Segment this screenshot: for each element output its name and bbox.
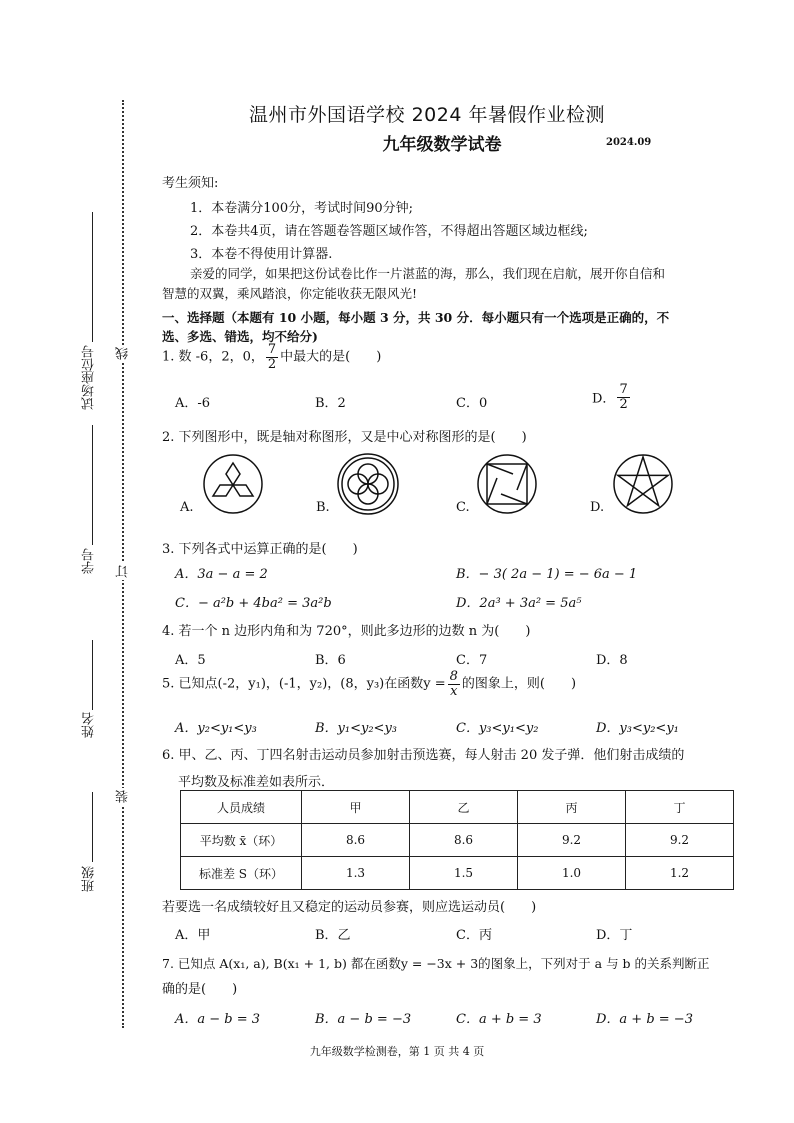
student-id-label: 学号 xyxy=(82,548,97,574)
class-label: 班级 xyxy=(82,866,97,892)
q5-fraction-numerator: 8 xyxy=(449,669,458,684)
seat-number-label: 试场座位号 xyxy=(82,345,97,410)
q7-option-c[interactable]: C．a + b = 3 xyxy=(456,1012,542,1027)
table-row-label: 平均数 x̄（环） xyxy=(181,824,302,857)
figure-d-circle xyxy=(614,455,672,513)
table-cell: 1.2 xyxy=(626,857,734,890)
q4-option-d[interactable]: D．8 xyxy=(596,653,628,668)
question-6-stem: 平均数及标准差如表所示． xyxy=(178,775,335,790)
table-cell: 9.2 xyxy=(518,824,626,857)
q5-fraction-denominator: x xyxy=(450,683,458,699)
q7-option-d[interactable]: D．a + b = −3 xyxy=(596,1012,693,1027)
q5-stem-text: 5. 已知点(-2，y₁)，(-1，y₂)，(8，y₃)在函数y = xyxy=(162,676,446,692)
figure-a-top-rhombus xyxy=(226,463,240,485)
q5-option-c[interactable]: C．y₃<y₁<y₂ xyxy=(456,721,539,736)
q5-stem-text: 的图象上，则( ) xyxy=(461,676,577,692)
q6-option-b[interactable]: B．乙 xyxy=(315,928,351,943)
q1-option-d-fraction xyxy=(617,383,629,411)
name-blank[interactable] xyxy=(92,640,93,710)
table-header-row xyxy=(181,791,734,824)
section-heading: 一、选择题（本题有 10 小题，每小题 3 分，共 30 分．每小题只有一个选项是正确的，不 xyxy=(162,310,670,325)
table-cell: 1.5 xyxy=(410,857,518,890)
q2-option-d[interactable]: D. xyxy=(590,500,605,515)
figure-d-star xyxy=(618,457,668,506)
table-row-label: 标准差 S（环） xyxy=(181,857,302,890)
table-cell: 9.2 xyxy=(626,824,734,857)
page-title: 温州市外国语学校 2024 年暑假作业检测 xyxy=(249,104,605,126)
q6-option-d[interactable]: D．丁 xyxy=(596,928,633,943)
table-header-cell: 乙 xyxy=(410,791,518,824)
notice-item: 2．本卷共4页，请在答题卷答题区域作答，不得超出答题区域边框线; xyxy=(190,224,588,239)
question-6-stem: 若要选一名成绩较好且又稳定的运动员参赛，则应选运动员( ) xyxy=(162,900,537,915)
binding-mark-pack: 装 xyxy=(116,790,131,803)
table-cell: 1.0 xyxy=(518,857,626,890)
table-header-cell: 丁 xyxy=(626,791,734,824)
question-3-stem: 3. 下列各式中运算正确的是( ) xyxy=(162,542,358,557)
question-6-stem: 6. 甲、乙、丙、丁四名射击运动员参加射击预选赛，每人射击 20 发子弹．他们射击成绩的 xyxy=(162,748,685,763)
table-row xyxy=(181,824,734,857)
q7-option-b[interactable]: B．a − b = −3 xyxy=(315,1012,412,1027)
seat-number-blank[interactable] xyxy=(92,212,93,342)
table-cell: 1.3 xyxy=(302,857,410,890)
figure-c-pinwheel-line xyxy=(501,494,527,504)
q5-option-a[interactable]: A．y₂<y₁<y₃ xyxy=(175,721,257,736)
notice-item: 3．本卷不得使用计算器. xyxy=(190,247,333,262)
figure-c-square xyxy=(487,464,527,504)
q1-option-a[interactable]: A．-6 xyxy=(175,396,211,411)
q5-fraction xyxy=(448,670,460,698)
q5-option-d[interactable]: D．y₃<y₂<y₁ xyxy=(596,721,679,736)
q1-stem-text: 1. 数 -6，2，0， xyxy=(162,349,264,365)
q2-figure-d[interactable] xyxy=(608,452,678,516)
class-blank[interactable] xyxy=(92,792,93,862)
binding-mark-order: 订 xyxy=(116,565,131,578)
student-id-blank[interactable] xyxy=(92,425,93,545)
q2-option-b[interactable]: B. xyxy=(316,500,330,515)
q5-option-b[interactable]: B．y₁<y₂<y₃ xyxy=(315,721,398,736)
q4-option-a[interactable]: A．5 xyxy=(175,653,206,668)
question-1-stem xyxy=(162,343,381,371)
figure-a-left-rhombus xyxy=(213,485,233,496)
page-footer: 九年级数学检测卷，第 1 页 共 4 页 xyxy=(309,1045,485,1058)
figure-c-pinwheel-line xyxy=(487,464,513,474)
question-7-stem: 确的是( ) xyxy=(162,982,238,997)
table-header-cell: 丙 xyxy=(518,791,626,824)
q1-stem-text: 中最大的是( ) xyxy=(280,349,382,365)
q1-fraction-numerator: 7 xyxy=(267,342,277,357)
notice-message: 亲爱的同学，如果把这份试卷比作一片湛蓝的海，那么，我们现在启航，展开你自信和 xyxy=(190,266,666,281)
q2-figure-b[interactable] xyxy=(333,452,403,516)
figure-c-pinwheel-line xyxy=(517,464,527,490)
q1-option-b[interactable]: B．2 xyxy=(315,396,346,411)
notice-heading: 考生须知: xyxy=(162,176,219,191)
q4-option-b[interactable]: B．6 xyxy=(315,653,346,668)
q2-figure-a[interactable] xyxy=(198,452,268,516)
section-heading: 选、多选、错选，均不给分) xyxy=(162,329,318,344)
q1-fraction xyxy=(266,343,278,371)
score-table xyxy=(180,790,734,890)
q3-option-a[interactable]: A．3a − a = 2 xyxy=(175,567,268,582)
q1-option-d-denominator: 2 xyxy=(619,396,628,412)
notice-message: 智慧的双翼，乘风踏浪，你定能收获无限风光! xyxy=(162,286,418,301)
q1-option-d[interactable] xyxy=(592,383,632,411)
q6-option-c[interactable]: C．丙 xyxy=(456,928,492,943)
question-2-stem: 2. 下列图形中，既是轴对称图形，又是中心对称图形的是( ) xyxy=(162,430,527,445)
q6-option-a[interactable]: A．甲 xyxy=(175,928,211,943)
figure-c-pinwheel-line xyxy=(487,478,497,504)
q3-option-c[interactable]: C．− a²b + 4ba² = 3a²b xyxy=(175,596,332,611)
table-header-cell: 人员成绩 xyxy=(181,791,302,824)
table-row xyxy=(181,857,734,890)
table-header-cell: 甲 xyxy=(302,791,410,824)
q4-option-c[interactable]: C．7 xyxy=(456,653,488,668)
table-cell: 8.6 xyxy=(302,824,410,857)
name-label: 姓名 xyxy=(82,712,97,738)
binding-mark-line: 线 xyxy=(116,347,131,360)
figure-a-right-rhombus xyxy=(233,485,253,496)
q1-option-c[interactable]: C．0 xyxy=(456,396,488,411)
q3-option-b[interactable]: B．− 3( 2a − 1) = − 6a − 1 xyxy=(456,567,638,582)
q7-option-a[interactable]: A．a − b = 3 xyxy=(175,1012,261,1027)
notice-item: 1．本卷满分100分，考试时间90分钟; xyxy=(190,201,414,216)
q2-figure-c[interactable] xyxy=(472,452,542,516)
question-4-stem: 4. 若一个 n 边形内角和为 720°，则此多边形的边数 n 为( ) xyxy=(162,624,531,639)
question-5-stem xyxy=(162,670,576,698)
question-7-stem: 7. 已知点 A(x₁, a), B(x₁ + 1, b) 都在函数y = −3x + 3的图象上，下列对于 a 与 b 的关系判断正 xyxy=(162,956,710,971)
q2-option-c[interactable]: C. xyxy=(456,500,470,515)
page-subtitle: 九年级数学试卷 xyxy=(382,135,502,155)
q1-fraction-denominator: 2 xyxy=(267,356,277,372)
q3-option-d[interactable]: D．2a³ + 3a² = 5a⁵ xyxy=(456,596,582,611)
q1-option-d-numerator: 7 xyxy=(619,382,628,397)
q2-option-a[interactable]: A. xyxy=(180,500,194,515)
table-cell: 8.6 xyxy=(410,824,518,857)
exam-date: 2024.09 xyxy=(606,137,652,148)
q1-option-d-label: D． xyxy=(592,391,616,407)
